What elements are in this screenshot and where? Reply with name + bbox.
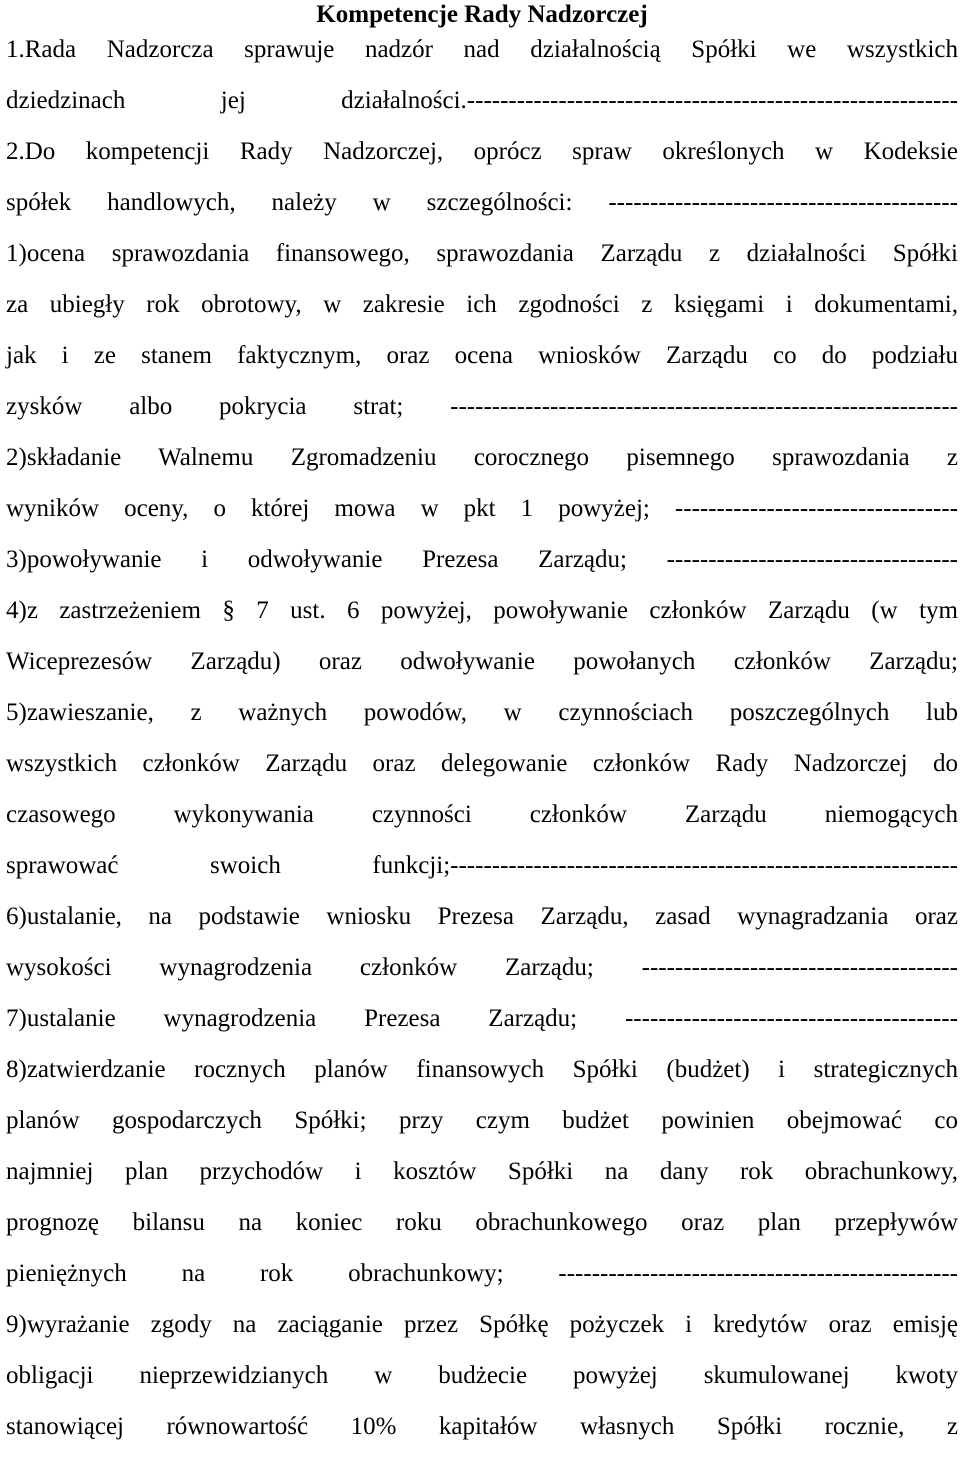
text-line: wyników oceny, o której mowa w pkt 1 powyżej; ---------------------------------- (6, 495, 958, 522)
text-line: czasowego wykonywania czynności członków Zarządu niemogących (6, 801, 958, 828)
text-line: 4)z zastrzeżeniem § 7 ust. 6 powyżej, powoływanie członków Zarządu (w tym (6, 597, 958, 624)
text-line: 8)zatwierdzanie rocznych planów finansowych Spółki (budżet) i strategicznych (6, 1056, 958, 1083)
text-line: 6)ustalanie, na podstawie wniosku Prezesa Zarządu, zasad wynagradzania oraz (6, 903, 958, 930)
text-line: prognozę bilansu na koniec roku obrachunkowego oraz plan przepływów (6, 1209, 958, 1236)
text-line: jak i ze stanem faktycznym, oraz ocena wniosków Zarządu co do podziału (6, 342, 958, 369)
document-title: Kompetencje Rady Nadzorczej (316, 1, 648, 28)
list-item-2 (6, 432, 958, 534)
document-page (6, 0, 958, 1452)
text-line: 9)wyrażanie zgody na zaciąganie przez Spółkę pożyczek i kredytów oraz emisję (6, 1311, 958, 1338)
text-line: 3)powoływanie i odwoływanie Prezesa Zarządu; ----------------------------------- (6, 546, 958, 573)
text-line: planów gospodarczych Spółki; przy czym budżet powinien obejmować co (6, 1107, 958, 1134)
text-line: 1)ocena sprawozdania finansowego, sprawozdania Zarządu z działalności Spółki (6, 240, 958, 267)
text-line: 2.Do kompetencji Rady Nadzorczej, oprócz spraw określonych w Kodeksie (6, 138, 958, 165)
text-line: 7)ustalanie wynagrodzenia Prezesa Zarządu; ---------------------------------------- (6, 1005, 958, 1032)
list-item-3 (6, 534, 958, 585)
text-line: 5)zawieszanie, z ważnych powodów, w czynnościach poszczególnych lub (6, 699, 958, 726)
text-line: obligacji nieprzewidzianych w budżecie powyżej skumulowanej kwoty (6, 1362, 958, 1389)
text-line: pieniężnych na rok obrachunkowy; ------------------------------------------------ (6, 1260, 958, 1287)
text-line: wszystkich członków Zarządu oraz delegowanie członków Rady Nadzorczej do (6, 750, 958, 777)
paragraph-1 (6, 24, 958, 126)
text-line: Wiceprezesów Zarządu) oraz odwoływanie powołanych członków Zarządu; (6, 648, 958, 675)
list-item-9 (6, 1299, 958, 1452)
text-line: spółek handlowych, należy w szczególności: ------------------------------------------ (6, 189, 958, 216)
text-line: za ubiegły rok obrotowy, w zakresie ich zgodności z księgami i dokumentami, (6, 291, 958, 318)
list-item-6 (6, 891, 958, 993)
text-line: sprawować swoich funkcji;------------------------------------------------------------- (6, 852, 958, 879)
list-item-4 (6, 585, 958, 687)
list-item-8 (6, 1044, 958, 1299)
list-item-5 (6, 687, 958, 891)
text-line: wysokości wynagrodzenia członków Zarządu; -------------------------------------- (6, 954, 958, 981)
text-line: 1.Rada Nadzorcza sprawuje nadzór nad działalnością Spółki we wszystkich (6, 36, 958, 63)
text-line: zysków albo pokrycia strat; ------------------------------------------------------------- (6, 393, 958, 420)
list-item-1 (6, 228, 958, 432)
text-line: najmniej plan przychodów i kosztów Spółki na dany rok obrachunkowy, (6, 1158, 958, 1185)
list-item-7 (6, 993, 958, 1044)
paragraph-2 (6, 126, 958, 228)
text-line: dziedzinach jej działalności.----------------------------------------------------------- (6, 87, 958, 114)
text-line: 2)składanie Walnemu Zgromadzeniu corocznego pisemnego sprawozdania z (6, 444, 958, 471)
text-line: stanowiącej równowartość 10% kapitałów własnych Spółki rocznie, z (6, 1413, 958, 1440)
